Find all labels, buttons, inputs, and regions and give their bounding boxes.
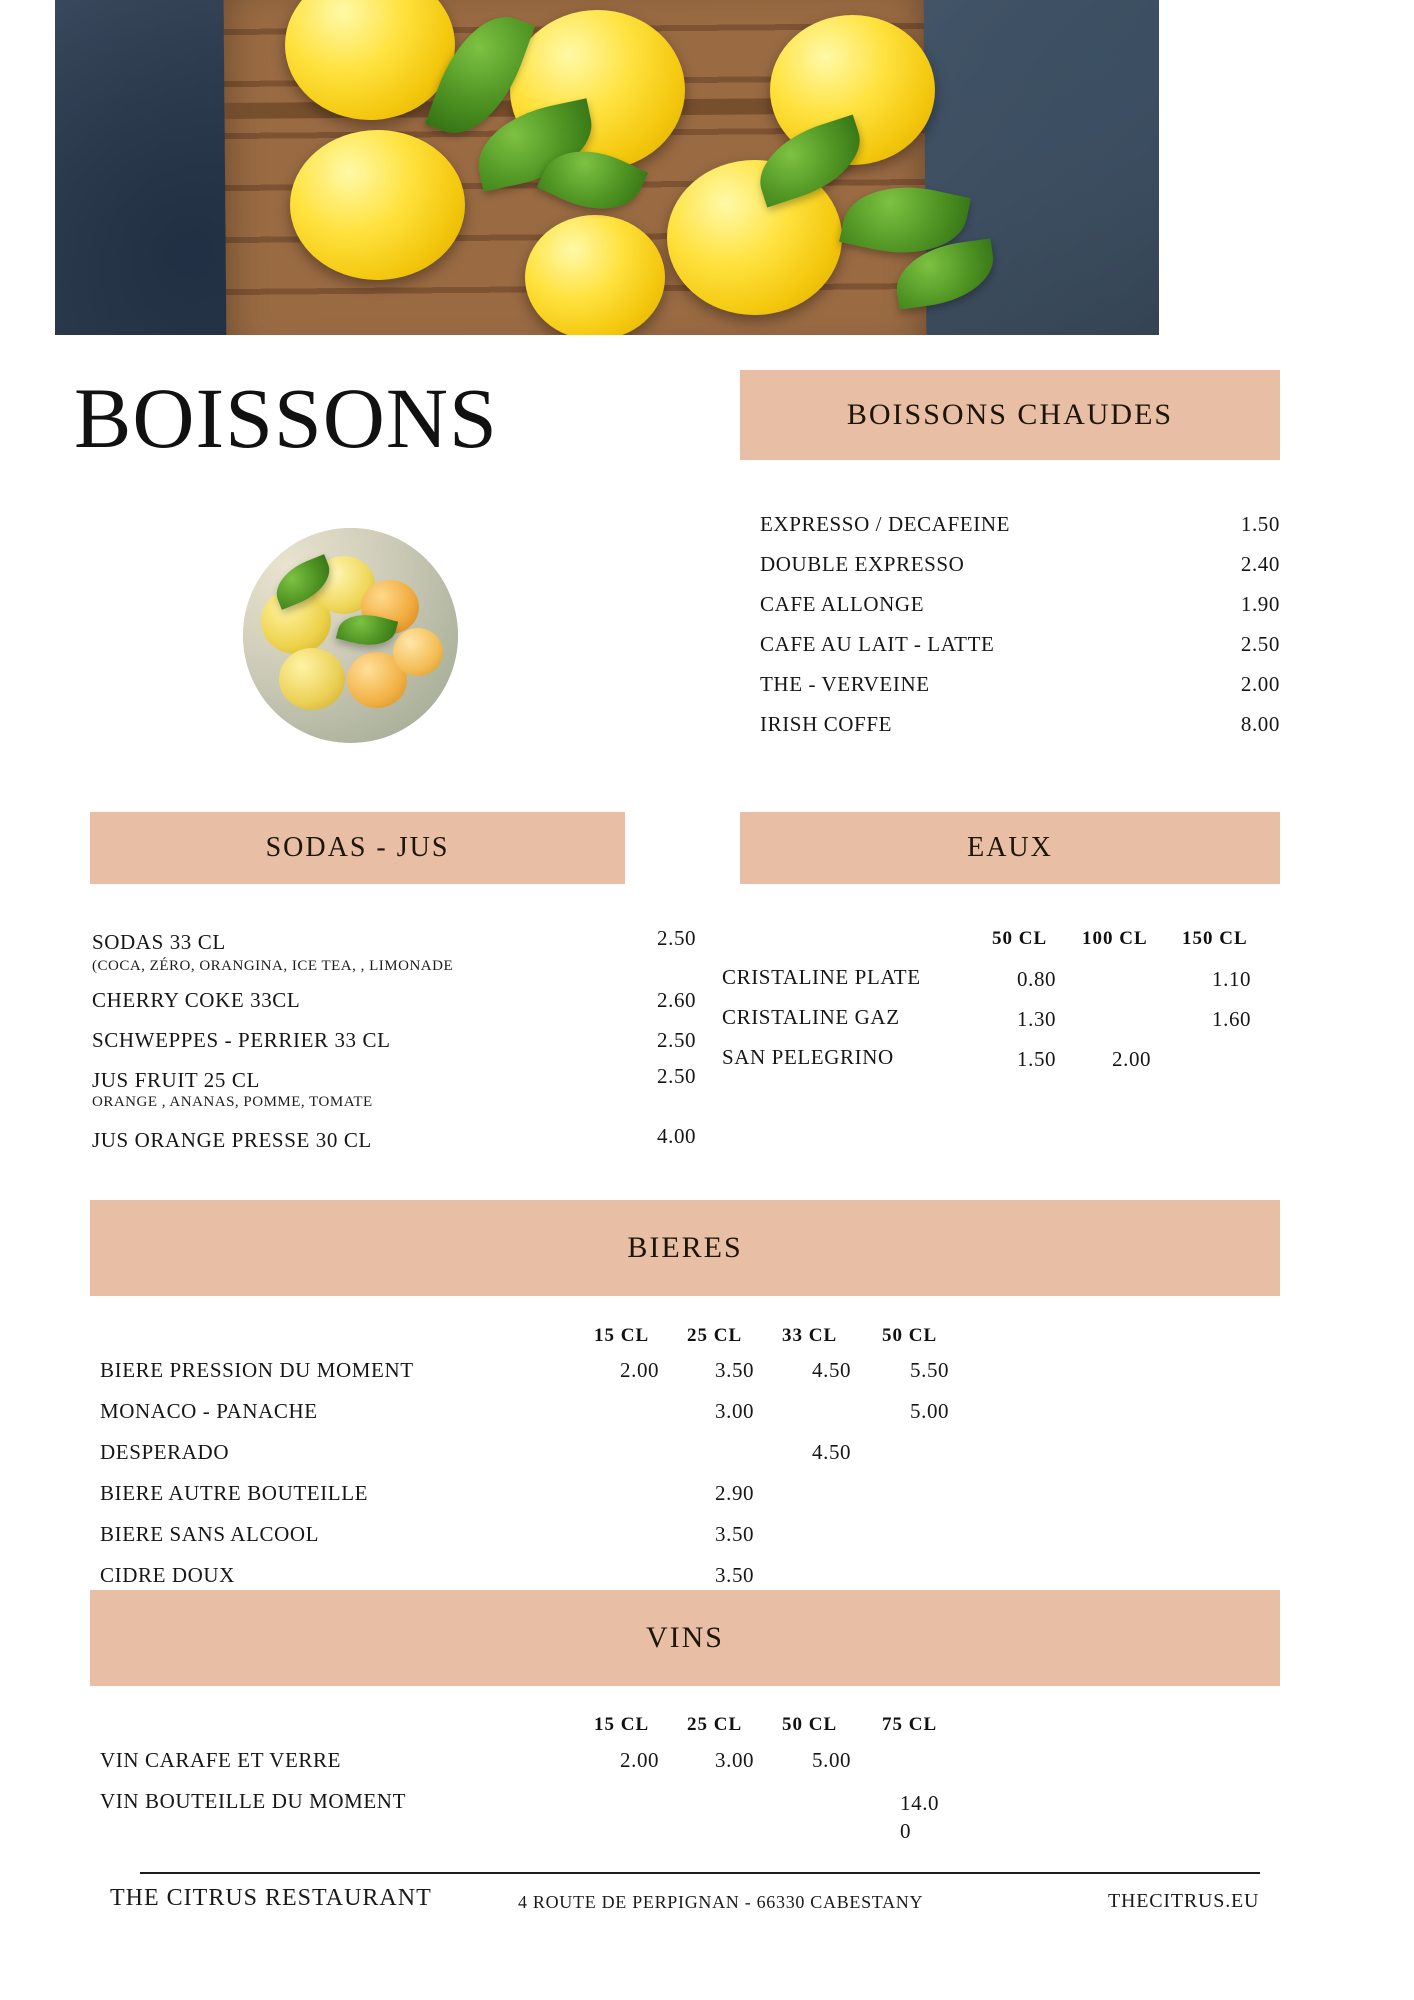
item-name: CHERRY COKE 33CL xyxy=(92,988,301,1012)
item-note: (COCA, ZÉRO, ORANGINA, ICE TEA, , LIMONADE xyxy=(92,958,454,974)
item-name: SCHWEPPES - PERRIER 33 CL xyxy=(92,1028,391,1052)
section-title-text: VINS xyxy=(645,1621,724,1654)
item-price-100cl: 2.00 xyxy=(1112,1047,1152,1071)
page-title: BOISSONS xyxy=(74,370,498,466)
item-price: 2.60 xyxy=(657,988,697,1012)
footer-address: 4 ROUTE DE PERPIGNAN - 66330 CABESTANY xyxy=(518,1892,924,1912)
menu-item-row xyxy=(760,712,1280,752)
item-price-15cl: 2.00 xyxy=(620,1748,660,1772)
menu-item-row xyxy=(760,672,1280,712)
eaux-column-150cl: 150 CL xyxy=(1182,928,1248,949)
item-note: ORANGE , ANANAS, POMME, TOMATE xyxy=(92,1094,373,1110)
item-name: CRISTALINE GAZ xyxy=(722,1005,900,1029)
bieres-column-50cl: 50 CL xyxy=(882,1325,938,1346)
section-header-vins xyxy=(90,1590,1280,1686)
kumquat-icon xyxy=(393,628,443,676)
item-price-150cl: 1.60 xyxy=(1212,1007,1252,1031)
item-price-15cl: 2.00 xyxy=(620,1358,660,1382)
section-title-text: BIERES xyxy=(627,1231,743,1264)
item-name: BIERE AUTRE BOUTEILLE xyxy=(100,1481,369,1505)
item-price-25cl: 3.50 xyxy=(715,1522,755,1546)
section-header-boissons-chaudes xyxy=(740,370,1280,460)
vins-list xyxy=(100,1748,1280,1844)
menu-item-row xyxy=(100,1440,1280,1481)
item-name: VIN CARAFE ET VERRE xyxy=(100,1748,342,1772)
eaux-list xyxy=(722,965,1282,1085)
item-price: 1.90 xyxy=(1240,592,1280,616)
lemon-icon xyxy=(525,215,665,335)
section-title-text: EAUX xyxy=(967,832,1053,863)
item-price: 2.50 xyxy=(657,926,697,950)
item-price-33cl: 4.50 xyxy=(812,1358,852,1382)
item-price-50cl: 5.00 xyxy=(812,1748,852,1772)
item-name: VIN BOUTEILLE DU MOMENT xyxy=(100,1789,407,1813)
item-price-50cl: 5.50 xyxy=(910,1358,950,1382)
sodas-list xyxy=(92,926,697,1168)
item-price: 1.50 xyxy=(1240,512,1280,536)
lemon-icon xyxy=(290,130,465,280)
item-name: CAFE ALLONGE xyxy=(760,592,925,616)
menu-item-row xyxy=(100,1789,1280,1844)
item-price-25cl: 2.90 xyxy=(715,1481,755,1505)
item-price: 2.50 xyxy=(657,1028,697,1052)
item-price-50cl: 0.80 xyxy=(1017,967,1057,991)
item-price-50cl: 1.50 xyxy=(1017,1047,1057,1071)
menu-item-row xyxy=(92,988,697,1028)
item-price-33cl: 4.50 xyxy=(812,1440,852,1464)
menu-item-row xyxy=(100,1481,1280,1522)
menu-item-row xyxy=(92,926,697,964)
item-price-150cl: 1.10 xyxy=(1212,967,1252,991)
item-name: EXPRESSO / DECAFEINE xyxy=(760,512,1011,536)
item-price: 2.40 xyxy=(1240,552,1280,576)
item-name: THE - VERVEINE xyxy=(760,672,930,696)
vins-column-50cl: 50 CL xyxy=(782,1714,838,1735)
vins-column-25cl: 25 CL xyxy=(687,1714,743,1735)
menu-item-row xyxy=(760,632,1280,672)
footer-restaurant-name: THE CITRUS RESTAURANT xyxy=(110,1885,432,1911)
hot-drinks-list xyxy=(760,512,1280,752)
menu-item-row xyxy=(722,965,1282,1005)
item-price: 2.50 xyxy=(1240,632,1280,656)
section-title-text: SODAS - JUS xyxy=(265,832,450,863)
item-name: BIERE PRESSION DU MOMENT xyxy=(100,1358,414,1382)
item-price: 8.00 xyxy=(1240,712,1280,736)
vins-column-15cl: 15 CL xyxy=(594,1714,650,1735)
item-price-25cl: 3.00 xyxy=(715,1399,755,1423)
item-price-50cl: 1.30 xyxy=(1017,1007,1057,1031)
lemon-icon xyxy=(279,648,345,710)
menu-item-row xyxy=(760,552,1280,592)
bieres-column-33cl: 33 CL xyxy=(782,1325,838,1346)
bieres-list xyxy=(100,1358,1280,1604)
menu-item-row xyxy=(100,1399,1280,1440)
item-name: DESPERADO xyxy=(100,1440,230,1464)
menu-item-row xyxy=(760,592,1280,632)
footer-divider xyxy=(140,1872,1260,1874)
item-name: SODAS 33 CL xyxy=(92,930,226,954)
item-price-75cl: 14.00 xyxy=(900,1791,940,1844)
item-price-50cl: 5.00 xyxy=(910,1399,950,1423)
menu-item-row xyxy=(100,1748,1280,1789)
item-price: 2.50 xyxy=(657,1064,697,1088)
item-name: MONACO - PANACHE xyxy=(100,1399,318,1423)
item-price: 4.00 xyxy=(657,1124,697,1148)
bieres-column-25cl: 25 CL xyxy=(687,1325,743,1346)
item-name: CAFE AU LAIT - LATTE xyxy=(760,632,995,656)
bieres-column-15cl: 15 CL xyxy=(594,1325,650,1346)
section-header-eaux xyxy=(740,812,1280,884)
menu-item-row xyxy=(760,512,1280,552)
footer-website[interactable]: THECITRUS.EU xyxy=(1108,1890,1260,1912)
item-name: DOUBLE EXPRESSO xyxy=(760,552,965,576)
section-header-bieres xyxy=(90,1200,1280,1296)
hero-lemons-photo xyxy=(55,0,1159,335)
item-price-25cl: 3.50 xyxy=(715,1358,755,1382)
item-name: JUS ORANGE PRESSE 30 CL xyxy=(92,1128,372,1152)
item-price: 2.00 xyxy=(1240,672,1280,696)
item-name: CIDRE DOUX xyxy=(100,1563,235,1587)
item-price-25cl: 3.50 xyxy=(715,1563,755,1587)
menu-item-row xyxy=(722,1005,1282,1045)
item-name: BIERE SANS ALCOOL xyxy=(100,1522,320,1546)
citrus-circle-photo xyxy=(243,528,458,743)
menu-item-row xyxy=(92,1124,697,1168)
menu-item-row xyxy=(722,1045,1282,1085)
section-header-sodas-jus xyxy=(90,812,625,884)
section-title-text: BOISSONS CHAUDES xyxy=(846,398,1174,431)
menu-item-row xyxy=(92,1064,697,1100)
item-price-25cl: 3.00 xyxy=(715,1748,755,1772)
eaux-column-50cl: 50 CL xyxy=(992,928,1048,949)
vins-column-75cl: 75 CL xyxy=(882,1714,938,1735)
eaux-column-100cl: 100 CL xyxy=(1082,928,1148,949)
item-name: SAN PELEGRINO xyxy=(722,1045,894,1069)
menu-item-row xyxy=(100,1522,1280,1563)
item-name: JUS FRUIT 25 CL xyxy=(92,1068,260,1092)
item-name: IRISH COFFE xyxy=(760,712,893,736)
menu-item-row xyxy=(100,1358,1280,1399)
menu-item-row xyxy=(92,1028,697,1068)
item-name: CRISTALINE PLATE xyxy=(722,965,921,989)
